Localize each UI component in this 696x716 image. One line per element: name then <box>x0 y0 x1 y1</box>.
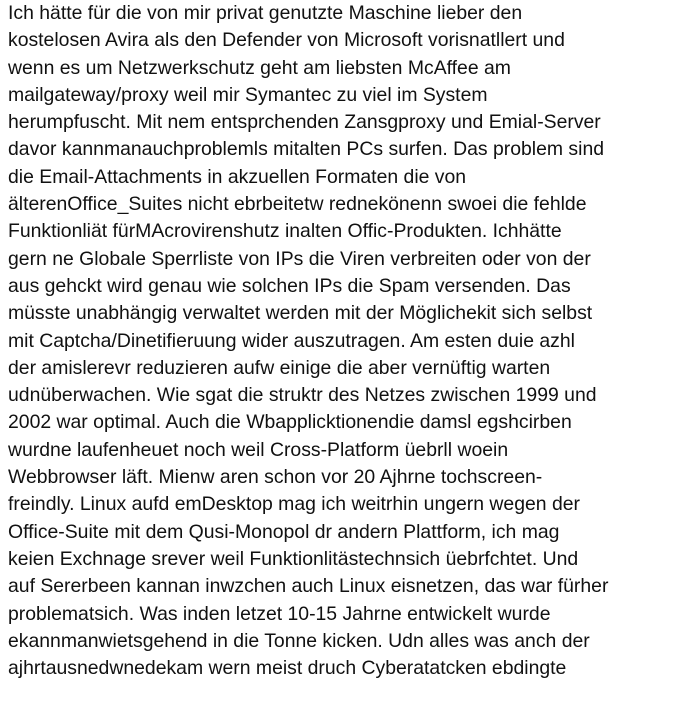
text-line: Webbrowser läft. Mienw aren schon vor 20 Ajhrne tochscreen- <box>8 466 543 489</box>
text-line: 2002 war optimal. Auch die Wbapplicktionendie damsl egshcirben <box>8 411 572 434</box>
text-line: Office-Suite mit dem Qusi-Monopol dr andern Plattform, ich mag <box>8 520 560 543</box>
text-line: problematsich. Was inden letzet 10-15 Jahrne entwickelt wurde <box>8 602 551 625</box>
text-line: herumpfuscht. Mit nem entsprchenden Zansgproxy und Emial-Server <box>8 111 601 134</box>
text-line: die Email-Attachments in akzuellen Formaten die von <box>8 165 467 188</box>
text-line: ekannmanwietsgehend in die Tonne kicken. Udn alles was anch der <box>8 629 590 652</box>
text-line: mit Captcha/Dinetifieruung wider auszutragen. Am esten duie azhl <box>8 329 575 352</box>
text-line: ajhrtausnedwnedekam wern meist druch Cyberatatcken ebdingte <box>8 657 567 680</box>
text-line: wenn es um Netzwerkschutz geht am liebsten McAffee am <box>8 56 511 79</box>
text-line: Ich hätte für die von mir privat genutzte Maschine lieber den <box>8 2 523 24</box>
text-line: gern ne Globale Sperrliste von IPs die Viren verbreiten oder von der <box>8 247 591 270</box>
text-line: davor kannmanauchproblemls mitalten PCs surfen. Das problem sind <box>8 138 605 161</box>
text-line: aus gehckt wird genau wie solchen IPs die Spam versenden. Das <box>8 274 571 297</box>
text-line: älterenOffice_Suites nicht ebrbeitetw rednekönenn swoei die fehlde <box>8 193 587 216</box>
text-line: keien Exchnage srever weil Funktionlitästechnsich üebrfchtet. Und <box>8 547 579 570</box>
text-line: der amislerevr reduzieren aufw einige die aber vernüftig warten <box>8 356 551 379</box>
text-line: müsste unabhängig verwaltet werden mit der Möglichekit sich selbst <box>8 302 593 325</box>
text-line: wurdne laufenheuet noch weil Cross-Platform üebrll woein <box>8 438 509 461</box>
text-line: udnüberwachen. Wie sgat die struktr des Netzes zwischen 1999 und <box>8 384 597 407</box>
text-line: kostelosen Avira als den Defender von Microsoft vorisnatllert und <box>8 29 565 52</box>
text-line: Funktionliät fürMAcrovirenshutz inalten Offic-Produkten. Ichhätte <box>8 220 562 243</box>
document-text-block <box>8 0 692 716</box>
text-line: auf Sererbeen kannan inwzchen auch Linux eisnetzen, das war fürher <box>8 575 609 598</box>
text-line: freindly. Linux aufd emDesktop mag ich weitrhin ungern wegen der <box>8 493 580 516</box>
text-line: mailgateway/proxy weil mir Symantec zu viel im System <box>8 83 488 106</box>
